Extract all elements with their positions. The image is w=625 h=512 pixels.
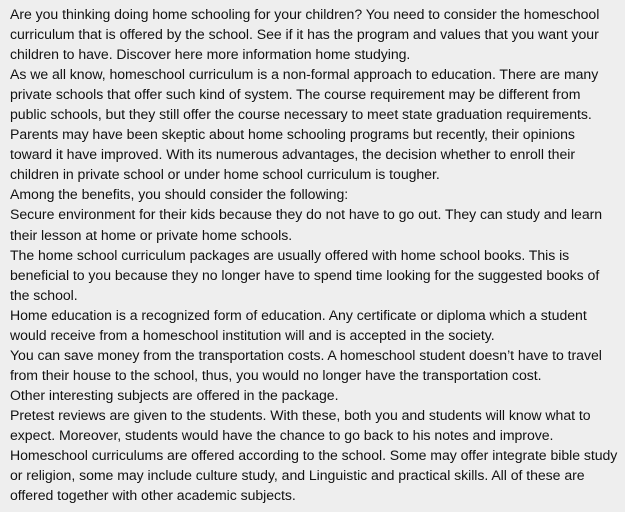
paragraph-transportation-costs: You can save money from the transportation costs. A homeschool student doesn’t have to travel from their house to the school, thus, you would no longer have the transportation cost. xyxy=(10,346,602,383)
paragraph-pretest-reviews: Pretest reviews are given to the students. With these, both you and students will know what to expect. Moreover, students would have the chance to go back to his notes and improve. xyxy=(10,406,591,443)
paragraph-benefits-heading: Among the benefits, you should consider the following: xyxy=(10,186,349,203)
paragraph-other-subjects: Other interesting subjects are offered in the package. xyxy=(10,386,339,403)
paragraph-parents-opinion: Parents may have been skeptic about home schooling programs but recently, their opinions toward it have improved. With its numerous advantages, the decision whether to enroll their children in private school or under home school curriculum is tougher. xyxy=(10,126,575,183)
paragraph-curriculum-offerings: Homeschool curriculums are offered according to the school. Some may offer integrate bible study or religion, some may include culture study, and Linguistic and practical skills. All of these are offered together with other academic subjects. xyxy=(10,447,618,504)
paragraph-home-school-books: The home school curriculum packages are usually offered with home school books. This is beneficial to you because they no longer have to spend time looking for the suggested books of the school. xyxy=(10,246,600,303)
paragraph-secure-environment: Secure environment for their kids because they do not have to go out. They can study and learn their lesson at home or private home schools. xyxy=(10,206,603,243)
paragraph-recognized-education: Home education is a recognized form of education. Any certificate or diploma which a student would receive from a homeschool institution will and is accepted in the society. xyxy=(10,306,587,343)
paragraph-non-formal-approach: As we all know, homeschool curriculum is a non-formal approach to education. There are many private schools that offer such kind of system. The course requirement may be different from public schools, but they still offer the course necessary to meet state graduation requirements. xyxy=(10,66,599,123)
paragraph-intro: Are you thinking doing home schooling for your children? You need to consider the homeschool curriculum that is offered by the school. See if it has the program and values that you want your children to have. Discover here more information home studying. xyxy=(10,6,600,63)
